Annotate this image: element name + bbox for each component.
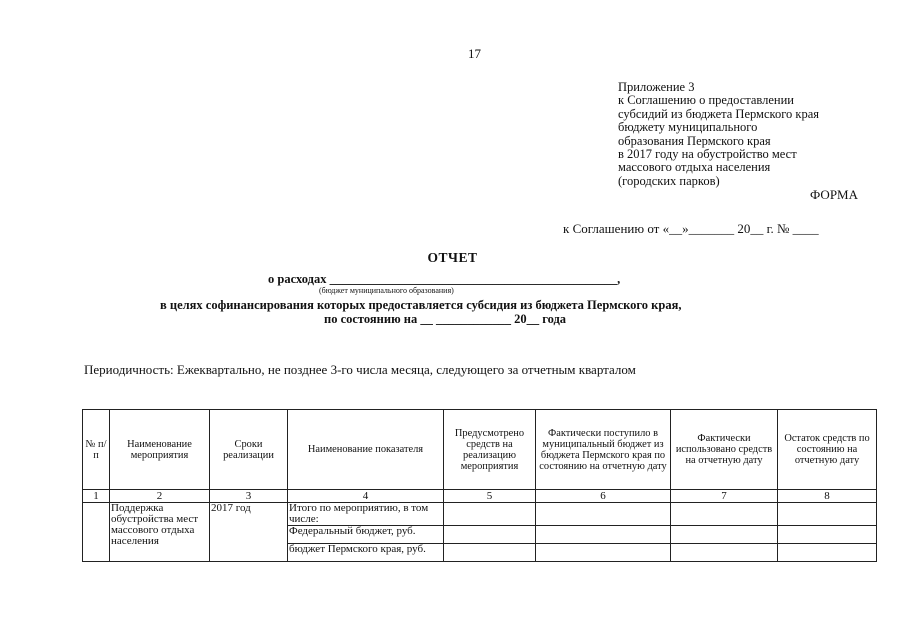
indicator-cell: Итого по мероприятию, в том числе: — [288, 503, 444, 526]
value-cell — [778, 544, 877, 562]
table-row — [83, 503, 877, 526]
column-number: 8 — [778, 490, 877, 503]
report-table — [82, 409, 877, 562]
column-number: 3 — [210, 490, 288, 503]
value-cell — [444, 526, 536, 544]
purpose-line: в целях софинансирования которых предоставляется субсидия из бюджета Пермского края, — [160, 298, 682, 312]
agreement-line: к Соглашению от «__»_______ 20__ г. № ____ — [563, 221, 819, 236]
column-number: 6 — [536, 490, 671, 503]
header-cell: № п/п — [83, 410, 110, 490]
as-of-line: по состоянию на __ ____________ 20__ года — [324, 312, 567, 326]
appendix-line: образования Пермского края — [618, 133, 771, 148]
column-number: 1 — [83, 490, 110, 503]
value-cell — [536, 526, 671, 544]
value-cell — [671, 526, 778, 544]
expenses-note: (бюджет муниципального образования) — [319, 286, 454, 295]
periodicity-text: Периодичность: Ежеквартально, не позднее 3-го числа месяца, следующего за отчетным кварталом — [84, 362, 636, 377]
table-header-row — [83, 410, 877, 490]
appendix-line: (городских парков) — [618, 173, 720, 188]
value-cell — [778, 503, 877, 526]
appendix-block — [618, 81, 888, 188]
value-cell — [536, 503, 671, 526]
appendix-line: Приложение 3 — [618, 80, 695, 94]
appendix-line: массового отдыха населения — [618, 160, 771, 175]
value-cell — [444, 503, 536, 526]
activity-cell: Поддержка обустройства мест массового отдыха населения — [110, 503, 210, 562]
header-cell: Фактически поступило в муниципальный бюджет из бюджета Пермского края по состоянию на отчетную дату — [536, 410, 671, 490]
header-cell: Остаток средств по состоянию на отчетную дату — [778, 410, 877, 490]
header-cell: Сроки реализации — [210, 410, 288, 490]
appendix-line: субсидий из бюджета Пермского края — [618, 106, 820, 121]
page-number: 17 — [468, 46, 481, 61]
header-cell: Фактически использовано средств на отчетную дату — [671, 410, 778, 490]
column-number: 7 — [671, 490, 778, 503]
period-cell: 2017 год — [210, 503, 288, 562]
appendix-line: бюджету муниципального — [618, 120, 758, 135]
value-cell — [778, 526, 877, 544]
value-cell — [671, 503, 778, 526]
row-number-cell — [83, 503, 110, 562]
indicator-cell: бюджет Пермского края, руб. — [288, 544, 444, 562]
column-number-row — [83, 490, 877, 503]
header-cell: Наименование показателя — [288, 410, 444, 490]
value-cell — [536, 544, 671, 562]
form-label: ФОРМА — [810, 187, 858, 202]
header-cell: Наименование мероприятия — [110, 410, 210, 490]
column-number: 5 — [444, 490, 536, 503]
appendix-line: к Соглашению о предоставлении — [618, 93, 795, 108]
indicator-cell: Федеральный бюджет, руб. — [288, 526, 444, 544]
header-cell: Предусмотрено средств на реализацию мероприятия — [444, 410, 536, 490]
column-number: 2 — [110, 490, 210, 503]
expenses-line: о расходах ______________________________________________, — [268, 272, 621, 286]
column-number: 4 — [288, 490, 444, 503]
value-cell — [444, 544, 536, 562]
report-title: ОТЧЕТ — [427, 250, 478, 265]
appendix-line: в 2017 году на обустройство мест — [618, 147, 797, 162]
value-cell — [671, 544, 778, 562]
